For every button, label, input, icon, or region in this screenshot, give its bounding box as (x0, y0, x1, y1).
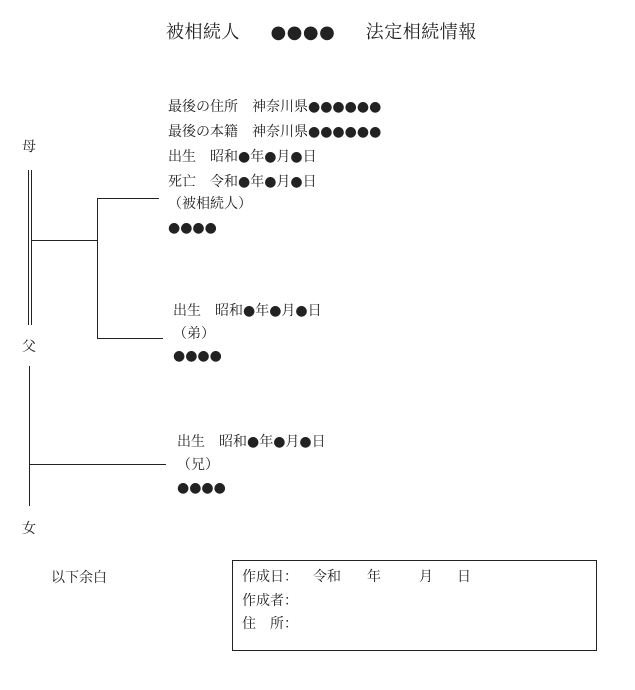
creation-date-day: 日 (457, 569, 471, 585)
title-name: ●●●● (270, 22, 336, 43)
remaining-blank-note: 以下余白 (51, 570, 107, 586)
daughter-label: 女 (22, 521, 36, 537)
brother-branch (97, 338, 163, 339)
brother-birth: 出生 昭和●年●月●日 (173, 303, 322, 319)
brother-role: （弟） (173, 326, 215, 342)
decedent-role: （被相続人） (168, 196, 252, 212)
elder-brother-name: ●●●● (177, 480, 226, 496)
creation-info-box (232, 560, 597, 651)
father-label: 父 (22, 339, 36, 355)
father-child-line (29, 366, 30, 506)
decedent-name: ●●●● (168, 220, 217, 236)
marriage-line-right (31, 170, 32, 325)
marriage-line-left (28, 170, 29, 325)
decedent-last-address: 最後の住所 神奈川県●●●●●● (168, 99, 382, 115)
mother-label: 母 (22, 139, 36, 155)
children-connector (31, 240, 97, 241)
title-right: 法定相続情報 (365, 22, 477, 43)
elder-brother-branch (29, 464, 166, 465)
decedent-birth: 出生 昭和●年●月●日 (168, 149, 317, 165)
elder-brother-birth: 出生 昭和●年●月●日 (177, 434, 326, 450)
page-title (166, 18, 477, 44)
decedent-last-domicile: 最後の本籍 神奈川県●●●●●● (168, 124, 382, 140)
decedent-death: 死亡 令和●年●月●日 (168, 174, 317, 190)
elder-brother-role: （兄） (177, 457, 219, 473)
author-label: 作成者： (242, 593, 298, 609)
creation-date-year: 年 (367, 569, 381, 585)
creation-date-label: 作成日： (242, 569, 298, 585)
creation-date-month: 月 (419, 569, 433, 585)
sibling-bracket (97, 198, 98, 339)
title-left: 被相続人 (166, 22, 240, 43)
address-label: 住 所： (242, 616, 298, 632)
creation-date-era: 令和 (313, 569, 341, 585)
decedent-branch (97, 198, 159, 199)
brother-name: ●●●● (173, 348, 222, 364)
